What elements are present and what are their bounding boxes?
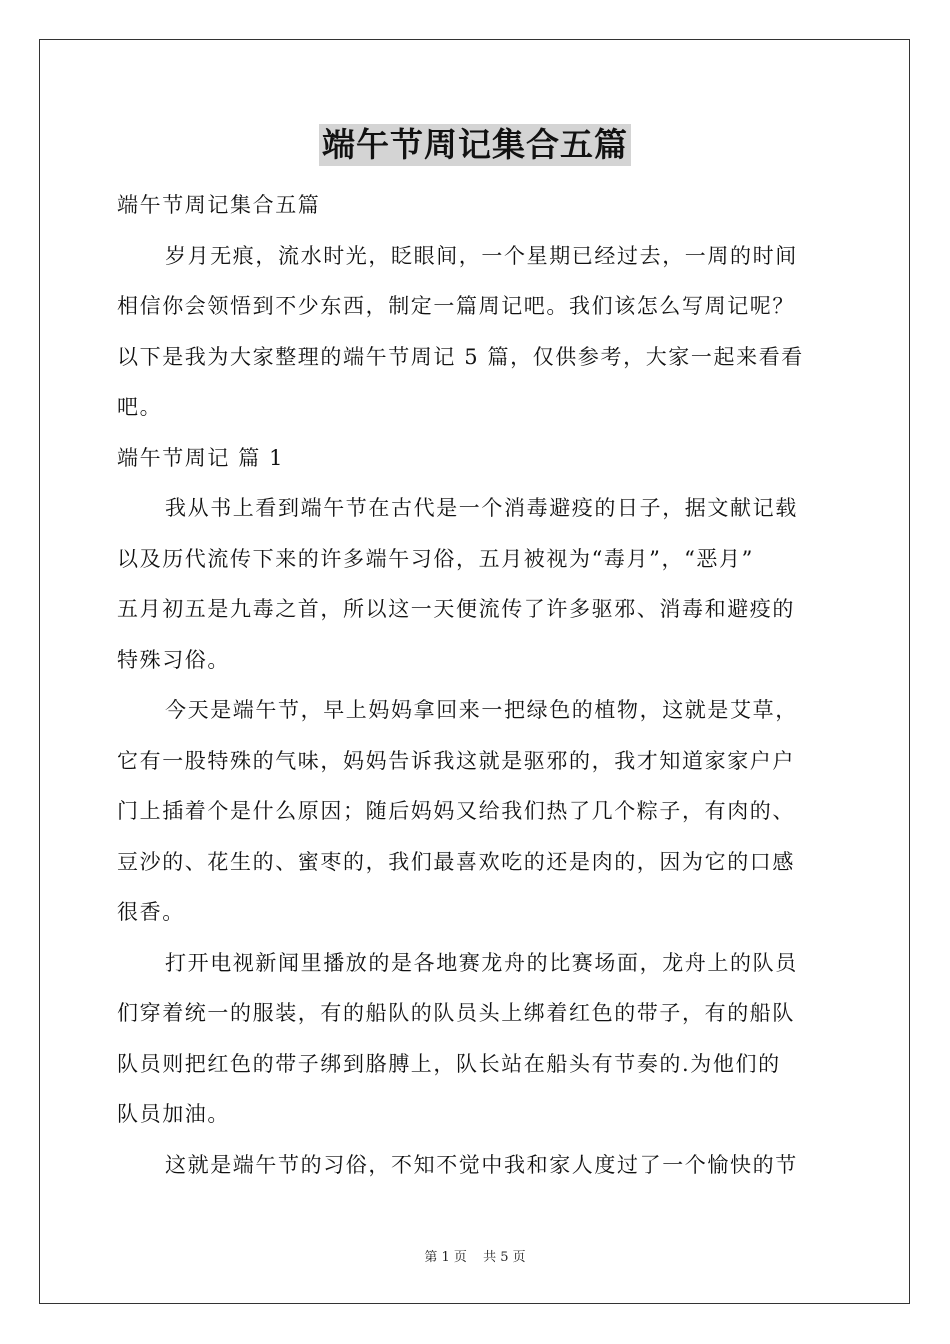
text-line: 相信你会领悟到不少东西，制定一篇周记吧。我们该怎么写周记呢？	[117, 294, 795, 318]
text-line: 很香。	[117, 900, 185, 924]
text-line: 队员则把红色的带子绑到胳膊上，队长站在船头有节奏的.为他们的	[117, 1051, 781, 1076]
text-line: 今天是端午节，早上妈妈拿回来一把绿色的植物，这就是艾草，	[165, 698, 798, 722]
text-line: 队员加油。	[117, 1102, 230, 1126]
text-line: 以及历代流传下来的许多端午习俗，五月被视为“毒月”，“恶月”	[117, 546, 754, 571]
text-line: 这就是端午节的习俗，不知不觉中我和家人度过了一个愉快的节	[165, 1152, 798, 1177]
text-line: 门上插着个是什么原因；随后妈妈又给我们热了几个粽子，有肉的、	[117, 799, 795, 823]
text-line: 它有一股特殊的气味，妈妈告诉我这就是驱邪的，我才知道家家户户	[117, 748, 795, 773]
document-title: 端午节周记集合五篇	[319, 124, 631, 166]
text-line: 打开电视新闻里播放的是各地赛龙舟的比赛场面，龙舟上的队员	[165, 950, 798, 975]
text-line: 们穿着统一的服装，有的船队的队员头上绑着红色的带子，有的船队	[117, 1001, 795, 1025]
text-line: 特殊习俗。	[117, 647, 230, 672]
page-number: 第 1 页	[424, 1250, 467, 1265]
text-line: 以下是我为大家整理的端午节周记 5 篇，仅供参考，大家一起来看看	[117, 344, 804, 369]
text-line: 五月初五是九毒之首，所以这一天便流传了许多驱邪、消毒和避疫的	[117, 597, 795, 621]
text-line: 我从书上看到端午节在古代是一个消毒避疫的日子，据文献记载	[165, 496, 798, 520]
title-container	[0, 124, 950, 166]
text-line: 端午节周记集合五篇	[117, 193, 321, 217]
text-line: 吧。	[117, 395, 163, 419]
text-line: 端午节周记 篇 1	[117, 445, 285, 470]
text-line: 豆沙的、花生的、蜜枣的，我们最喜欢吃的还是肉的，因为它的口感	[117, 849, 795, 874]
text-line: 岁月无痕，流水时光，眨眼间，一个星期已经过去，一周的时间	[165, 243, 798, 268]
page-footer	[0, 1246, 950, 1265]
page-total: 共 5 页	[483, 1250, 526, 1265]
document-body	[117, 180, 837, 1190]
